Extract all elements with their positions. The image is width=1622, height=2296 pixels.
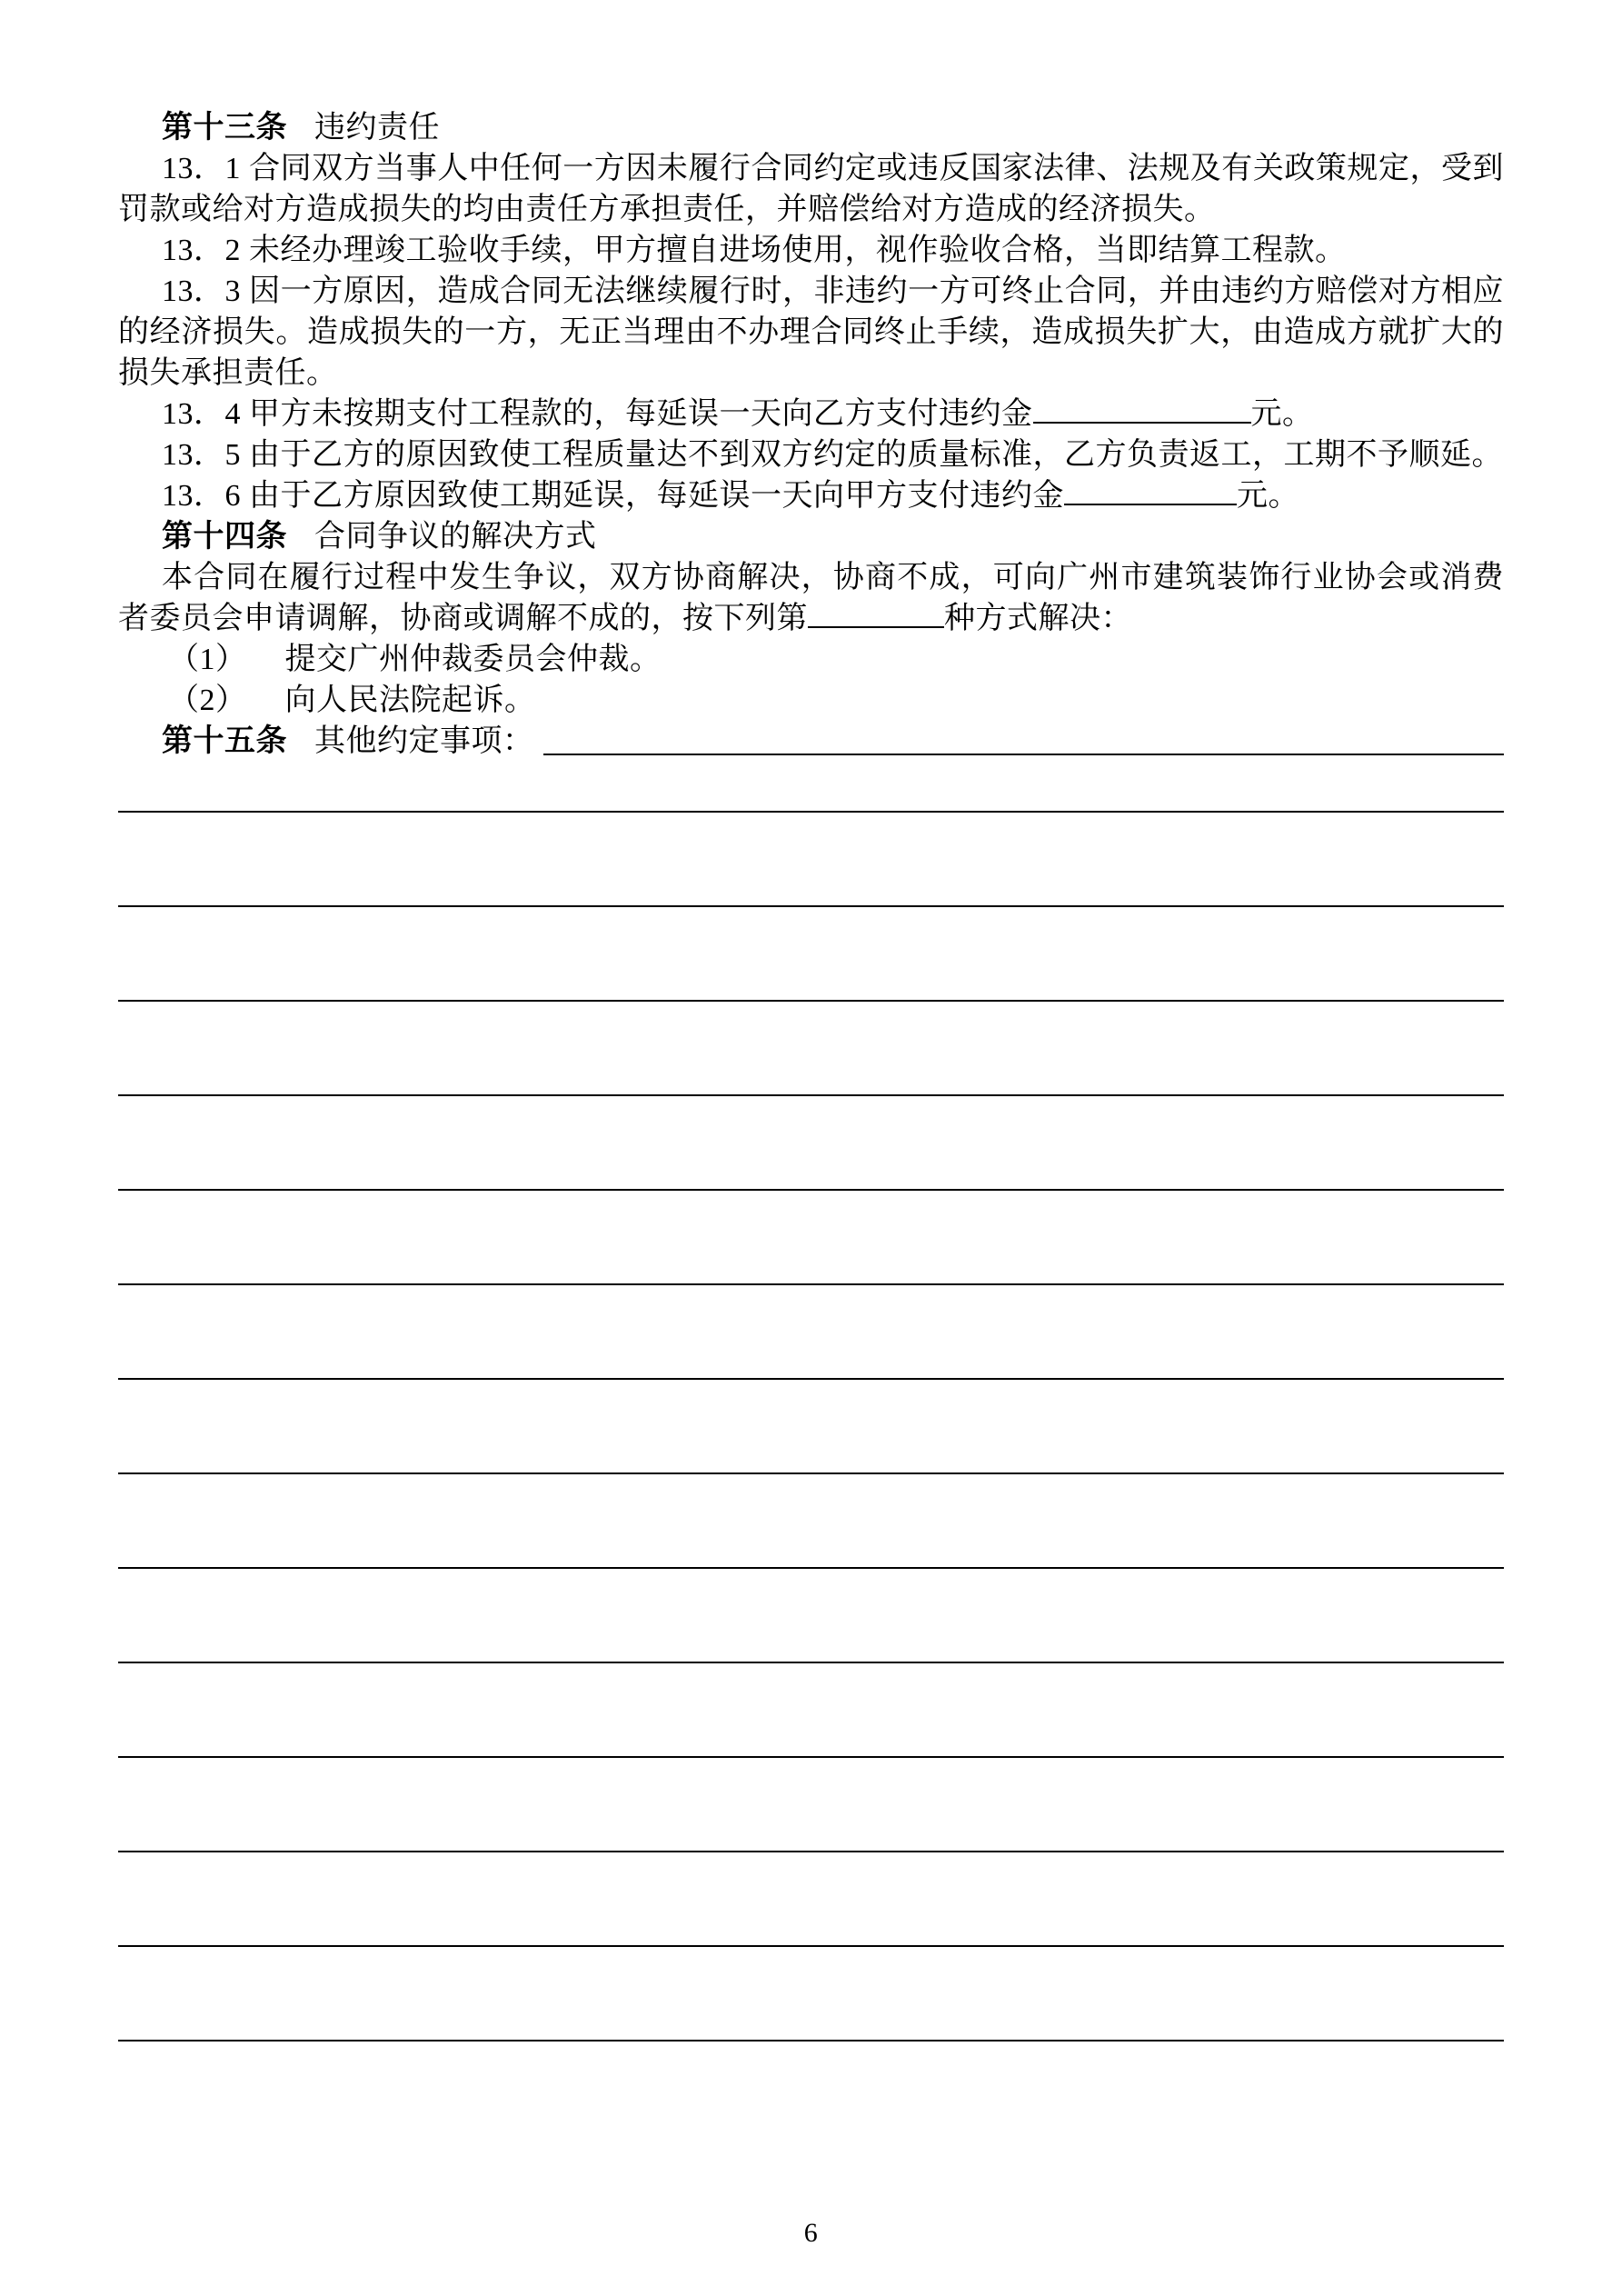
dispute-option-2: [118, 680, 1504, 721]
clause-13-6: [118, 475, 1504, 516]
article-13-number: 第十三条: [162, 111, 287, 145]
fill-in-blank-penalty-13-4: [1033, 394, 1251, 424]
article-14-heading: [118, 516, 1504, 557]
article-14-number: 第十四条: [162, 520, 287, 554]
clause-13-3: 13．3 因一方原因，造成合同无法继续履行时，非违约一方可终止合同，并由违约方赔偿对方相应的经济损失。造成损失的一方，无正当理由不办理合同终止手续，造成损失扩大，由造成方就扩大的损失承担责任。: [118, 275, 1504, 390]
ruled-line: [118, 1663, 1504, 1758]
ruled-lines-area: [0, 762, 1622, 2041]
dispute-option-1: [118, 639, 1504, 680]
ruled-line: [118, 1569, 1504, 1663]
clause-13-1: 13．1 合同双方当事人中任何一方因未履行合同约定或违反国家法律、法规及有关政策规定，受到罚款或给对方造成损失的均由责任方承担责任，并赔偿给对方造成的经济损失。: [118, 152, 1504, 226]
fill-in-blank-dispute-method: [808, 599, 944, 628]
clause-13-4: [118, 394, 1504, 434]
fill-in-blank-penalty-13-6: [1064, 476, 1237, 505]
article-13-title: 违约责任: [314, 111, 440, 145]
article-15-heading: [118, 721, 1504, 762]
dispute-option-2-text: 向人民法院起诉。: [284, 684, 536, 717]
ruled-line: [118, 1758, 1504, 1852]
dispute-option-1-text: 提交广州仲裁委员会仲裁。: [284, 643, 662, 676]
dispute-option-2-number: （2）: [168, 684, 247, 717]
ruled-line: [118, 1852, 1504, 1947]
page-number: 6: [803, 2218, 819, 2248]
clause-14-text-after: 种方式解决：: [944, 602, 1132, 635]
clause-14-body: [118, 557, 1504, 639]
ruled-line: [118, 1474, 1504, 1569]
ruled-line: [118, 1002, 1504, 1096]
article-15-number: 第十五条: [162, 724, 287, 758]
clause-13-5: 13．5 由于乙方的原因致使工程质量达不到双方约定的质量标准，乙方负责返工，工期不予顺延。: [162, 438, 1503, 472]
clause-13-6-text-before: 13．6 由于乙方原因致使工期延误，每延误一天向甲方支付违约金: [162, 479, 1064, 513]
article-13-heading: [118, 107, 1504, 148]
ruled-line: [118, 1947, 1504, 2041]
ruled-line: [118, 1285, 1504, 1380]
ruled-line: [118, 813, 1504, 907]
clause-13-4-text-before: 13．4 甲方未按期支付工程款的，每延误一天向乙方支付违约金: [162, 397, 1033, 431]
article-15-title: 其他约定事项：: [314, 724, 534, 758]
fill-in-blank-other-matters: [543, 721, 1505, 755]
clause-14-text-before: 本合同在履行过程中发生争议，双方协商解决，协商不成，可向广州市建筑装饰行业协会或消费者委员会申请调解，协商或调解不成的，按下列第: [118, 561, 1504, 635]
clause-13-4-text-after: 元。: [1250, 397, 1314, 431]
document-body: [0, 0, 1622, 762]
clause-13-2: 13．2 未经办理竣工验收手续，甲方擅自进场使用，视作验收合格，当即结算工程款。: [162, 234, 1347, 267]
clause-13-6-text-after: 元。: [1237, 479, 1299, 513]
ruled-line: [118, 907, 1504, 1002]
ruled-line: [118, 1096, 1504, 1191]
ruled-line: [118, 762, 1504, 813]
article-14-title: 合同争议的解决方式: [314, 520, 597, 554]
dispute-option-1-number: （1）: [168, 643, 247, 676]
ruled-line: [118, 1191, 1504, 1285]
ruled-line: [118, 1380, 1504, 1474]
